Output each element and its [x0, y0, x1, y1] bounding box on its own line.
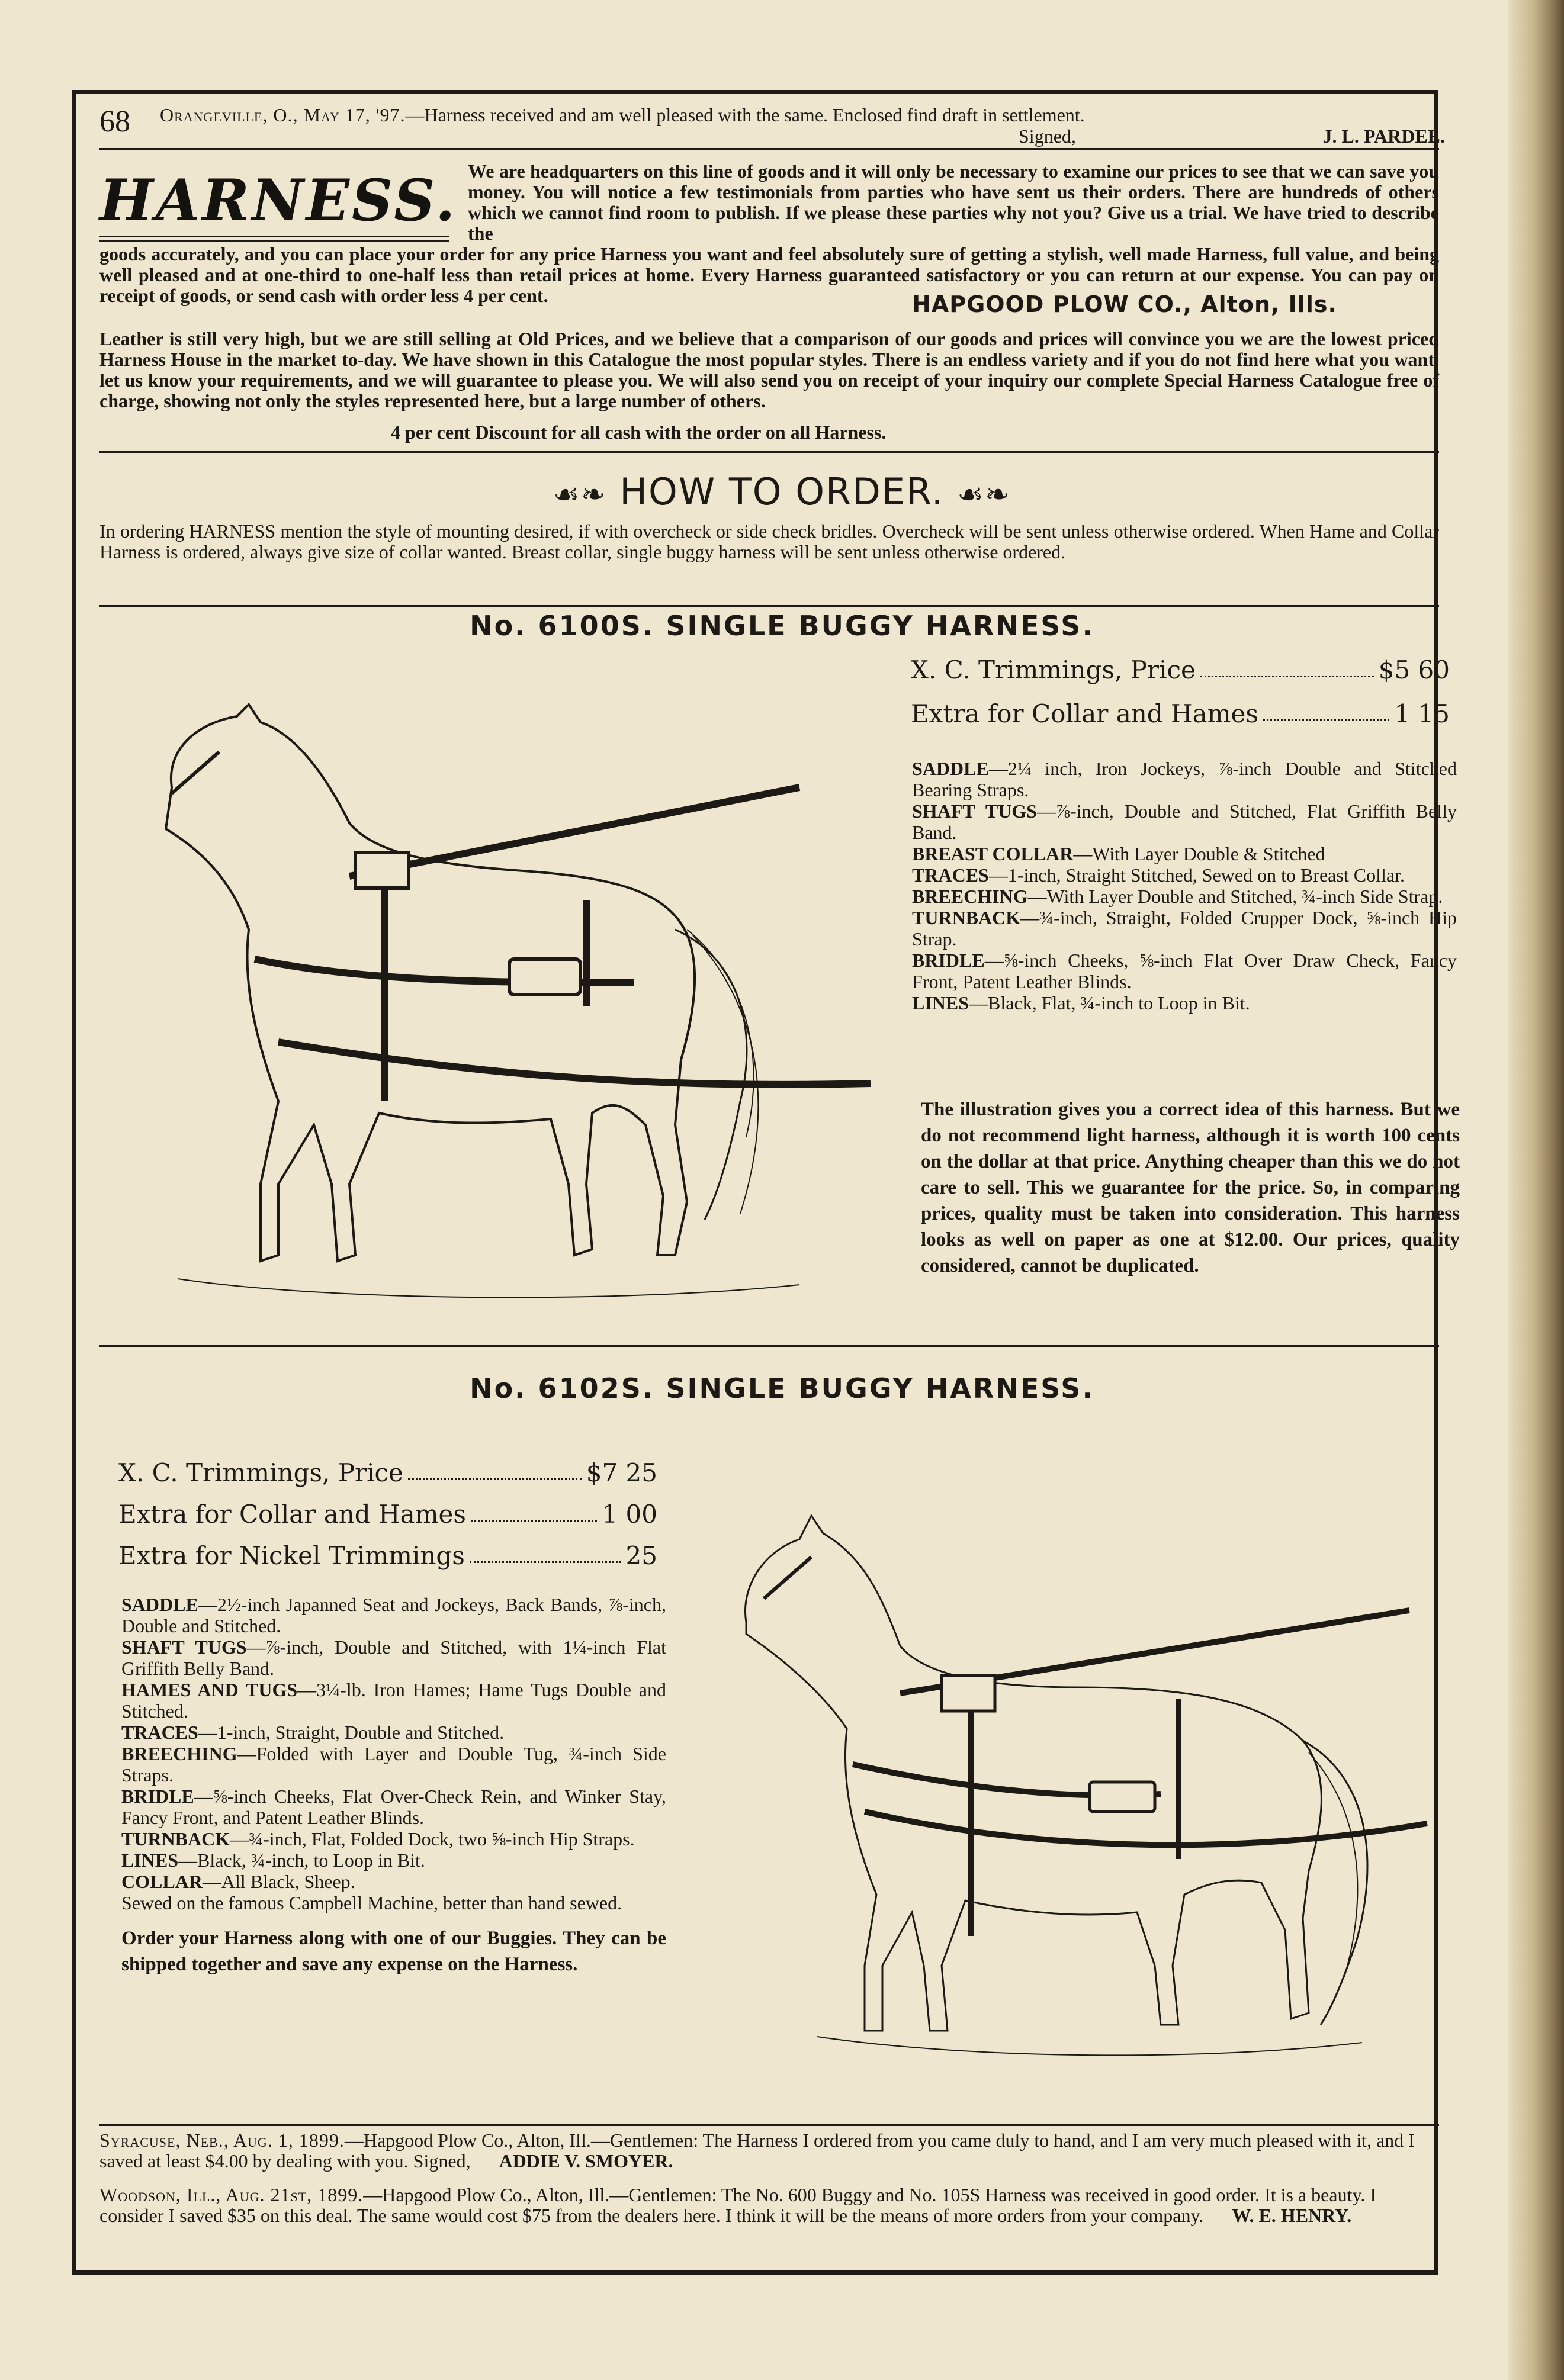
ornament-right: ☙❧ — [957, 477, 1011, 512]
top-testimonial-signed: Signed, — [1019, 126, 1076, 147]
horse-illustration-1 — [101, 651, 906, 1344]
dot-leader — [408, 1459, 582, 1480]
testimonial-text: —Hapgood Plow Co., Alton, Ill.—Gentlemen: The No. 600 Buggy and No. 105S Harness was received in good order. It is a beauty. I consider I saved $35 on this deal. The same would cost $75 from the dealers here. I think it will be the means of more orders from your company. — [99, 2184, 1377, 2226]
spec-text: —2½-inch Japanned Seat and Jockeys, Back Bands, ⅞-inch, Double and Stitched. — [121, 1594, 666, 1636]
divider — [99, 1345, 1439, 1347]
spec-text: —2¼ inch, Iron Jockeys, ⅞-inch Double and Stitched Bearing Straps. — [912, 758, 1457, 800]
product1-heading: No. 6100S. SINGLE BUGGY HARNESS. — [470, 610, 1094, 642]
spec-text: —With Layer Double and Stitched, ¾-inch Side Strap. — [1027, 886, 1443, 907]
price-label: Extra for Collar and Hames — [911, 699, 1258, 728]
testimonial-name: ADDIE V. SMOYER. — [499, 2150, 673, 2172]
spec-text: —1-inch, Straight, Double and Stitched. — [198, 1722, 505, 1743]
spec-name: SHAFT TUGS — [121, 1636, 247, 1658]
discount-line: 4 per cent Discount for all cash with the order on all Harness. — [391, 422, 887, 443]
price-label: Extra for Collar and Hames — [118, 1500, 466, 1529]
dot-leader — [470, 1542, 621, 1563]
spec-name: TRACES — [121, 1722, 198, 1743]
spec-name: TURNBACK — [121, 1828, 230, 1850]
product2-price-row — [118, 1500, 657, 1529]
how-to-order-text: In ordering HARNESS mention the style of mounting desired, if with overcheck or side check bridles. Overcheck will be sent unless otherwise ordered. When Hame and Collar Harness is ordered, always give size of collar wanted. Breast collar, single buggy harness will be sent unless otherwise ordered. — [99, 520, 1439, 562]
price-value: $7 25 — [586, 1458, 657, 1487]
spec-name: LINES — [912, 992, 969, 1014]
price-label: Extra for Nickel Trimmings — [118, 1541, 465, 1570]
product1-description: The illustration gives you a correct idea of this harness. But we do not recommend light harness, although it is worth 100 cents on the dollar at that price. Anything cheaper than this we do not care to sell. This we guarantee for the price. So, in comparing prices, quality must be taken into consideration. This harness looks as well on paper as one at $12.00. Our prices, quality considered, cannot be duplicated. — [921, 1099, 1460, 1276]
divider — [99, 148, 1439, 150]
title-underline — [99, 236, 449, 237]
spec-item — [912, 886, 1457, 907]
product1-price-row — [911, 700, 1450, 728]
spec-text: —¾-inch, Flat, Folded Dock, two ⅝-inch Hip Straps. — [230, 1828, 635, 1850]
spec-name: BREECHING — [912, 886, 1028, 907]
product1-prices — [911, 656, 1450, 728]
spec-name: TRACES — [912, 864, 989, 886]
spec-name: BRIDLE — [121, 1786, 194, 1807]
spec-item — [121, 1743, 666, 1786]
testimonial-text: —Hapgood Plow Co., Alton, Ill.—Gentlemen: The Harness I ordered from you came duly to hand, and I am very much pleased with it, and I saved at least $4.00 by dealing with you. Signed, — [99, 2130, 1415, 2172]
spec-item — [121, 1850, 666, 1871]
how-to-order-title — [0, 470, 1564, 513]
product2-price-row — [118, 1542, 657, 1570]
spec-text: —Black, ¾-inch, to Loop in Bit. — [178, 1850, 425, 1871]
spec-name: BREAST COLLAR — [912, 843, 1074, 864]
spec-item — [121, 1594, 666, 1636]
dot-leader — [1200, 656, 1374, 677]
spec-name: TURNBACK — [912, 907, 1021, 928]
product2-heading: No. 6102S. SINGLE BUGGY HARNESS. — [470, 1372, 1094, 1404]
top-testimonial-text: —Harness received and am well pleased with the same. Enclosed find draft in settlement. — [405, 104, 1085, 126]
spec-item — [912, 907, 1457, 950]
spec-item — [912, 950, 1457, 992]
horse-illustration-2 — [711, 1445, 1439, 2108]
product1-specs — [912, 758, 1457, 1014]
price-value: 25 — [625, 1541, 657, 1570]
intro-text: goods accurately, and you can place your order for any price Harness you want and feel absolutely sure of getting a stylish, well made Harness, full value, and being well pleased and at one-third to one-half less than retail prices at home. Every Harness guaranteed satisfactory or you can return at our expense. You can pay on receipt of goods, or send cash with order less 4 per cent. — [99, 244, 1439, 306]
spec-text: —¾-inch, Straight, Folded Crupper Dock, ⅝-inch Hip Strap. — [912, 907, 1457, 950]
harness-title: HARNESS. — [99, 167, 458, 234]
product1-price-row — [911, 656, 1450, 684]
spec-text: —Black, Flat, ¾-inch to Loop in Bit. — [969, 992, 1250, 1014]
price-value: 1 00 — [602, 1500, 657, 1529]
ornament-left: ☙❧ — [553, 477, 607, 512]
product2-price-row — [118, 1459, 657, 1487]
order-note: Order your Harness along with one of our Buggies. They can be shipped together and save any expense on the Harness. — [121, 1928, 666, 1975]
title-underline-2 — [99, 240, 449, 242]
spec-item — [912, 843, 1457, 864]
spec-item — [121, 1828, 666, 1850]
leather-paragraph: Leather is still very high, but we are still selling at Old Prices, and we believe that a comparison of our goods and prices will convince you we are the lowest priced Harness House in the market to-day. We have shown in this Catalogue the most popular styles. There is an endless variety and if you do not find here what you want, let us know your requirements, and we will guarantee to please you. We will also send you on receipt of your inquiry our complete Special Harness Catalogue free of charge, showing not only the styles represented here, but a large number of others. — [99, 328, 1439, 411]
spec-name: SADDLE — [121, 1594, 198, 1615]
testimonial-name: W. E. HENRY. — [1232, 2205, 1352, 2226]
price-value: 1 15 — [1394, 699, 1450, 728]
spec-item — [912, 800, 1457, 843]
top-testimonial-place-date: Orangeville, O., May 17, '97. — [160, 104, 406, 126]
spec-text: —⅞-inch, Double and Stitched, with 1¼-inch Flat Griffith Belly Band. — [121, 1636, 667, 1679]
page-gutter-shadow — [1508, 0, 1564, 2380]
spec-text: —All Black, Sheep. — [202, 1871, 355, 1892]
dot-leader — [1263, 700, 1390, 721]
spec-item — [912, 864, 1457, 886]
spec-item — [121, 1722, 666, 1743]
spec-name: SADDLE — [912, 758, 989, 779]
spec-name: LINES — [121, 1850, 179, 1871]
spec-text: —3¼-lb. Iron Hames; Hame Tugs Double and Stitched. — [121, 1679, 666, 1722]
spec-name: BREECHING — [121, 1743, 237, 1764]
bottom-testimonial-1 — [99, 2130, 1439, 2172]
product2-specs — [121, 1594, 666, 1977]
spec-item — [121, 1871, 666, 1892]
page-number: 68 — [99, 105, 130, 139]
spec-item — [912, 992, 1457, 1014]
divider — [99, 2124, 1439, 2126]
intro-paragraph-top — [468, 161, 1439, 244]
spec-name: BRIDLE — [912, 950, 985, 971]
divider — [99, 605, 1439, 607]
how-to-order-heading: HOW TO ORDER. — [619, 470, 945, 513]
bottom-testimonial-2 — [99, 2185, 1439, 2226]
spec-item — [121, 1786, 666, 1828]
spec-item — [121, 1679, 666, 1722]
divider — [99, 451, 1439, 453]
product2-prices — [118, 1459, 657, 1570]
spec-text: —1-inch, Straight Stitched, Sewed on to Breast Collar. — [988, 864, 1405, 886]
spec-name: HAMES AND TUGS — [121, 1679, 298, 1700]
sewed-note: Sewed on the famous Campbell Machine, better than hand sewed. — [121, 1892, 622, 1913]
testimonial-place-date: Syracuse, Neb., Aug. 1, 1899. — [99, 2130, 345, 2151]
price-label: X. C. Trimmings, Price — [911, 655, 1196, 684]
company-name: HAPGOOD PLOW CO., Alton, Ills. — [912, 291, 1337, 317]
top-testimonial — [160, 104, 1445, 147]
spec-name: SHAFT TUGS — [912, 800, 1037, 822]
dot-leader — [471, 1500, 598, 1522]
spec-text: —⅞-inch, Double and Stitched, Flat Griffith Belly Band. — [912, 800, 1457, 843]
spec-text: —⅝-inch Cheeks, Flat Over-Check Rein, and Winker Stay, Fancy Front, and Patent Leather Blinds. — [121, 1786, 666, 1828]
spec-text: —With Layer Double & Stitched — [1073, 843, 1325, 864]
price-label: X. C. Trimmings, Price — [118, 1458, 403, 1487]
spec-text: —Folded with Layer and Double Tug, ¾-inch Side Straps. — [121, 1743, 666, 1786]
top-testimonial-name: J. L. PARDEE. — [1322, 126, 1445, 147]
intro-text-part1: We are headquarters on this line of goods and it will only be necessary to examine our prices to see that we can save you money. You will notice a few testimonials from parties who have sent us their orders. There are hundreds of others which we cannot find room to publish. If we please these parties why not you? Give us a trial. We have tried to describe the — [468, 161, 1439, 244]
spec-item — [121, 1636, 666, 1679]
price-value: $5 60 — [1378, 655, 1450, 684]
spec-name: COLLAR — [121, 1871, 203, 1892]
spec-text: —⅝-inch Cheeks, ⅝-inch Flat Over Draw Check, Fancy Front, Patent Leather Blinds. — [912, 950, 1457, 992]
spec-item — [912, 758, 1457, 800]
testimonial-place-date: Woodson, Ill., Aug. 21st, 1899. — [99, 2184, 364, 2205]
